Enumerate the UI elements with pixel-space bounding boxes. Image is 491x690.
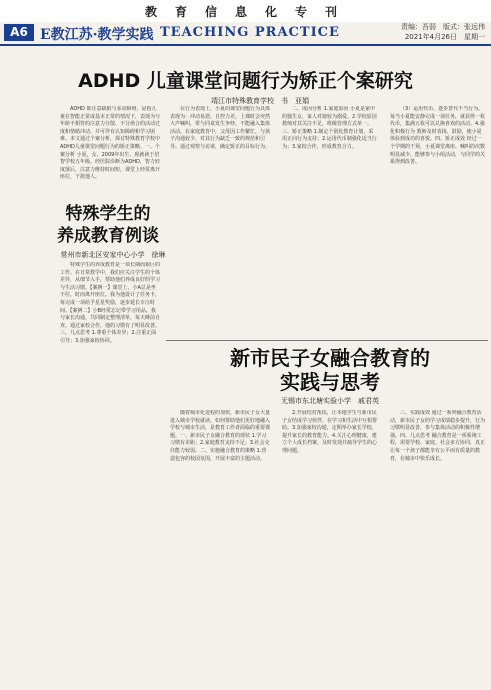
- article2-byline: 常州市新北区安家中心小学 徐琳: [60, 251, 166, 259]
- article2-title-line2: 养成教育例谈: [57, 226, 159, 246]
- article2-title-line1: 特殊学生的: [65, 204, 151, 224]
- editor-credit: 责编：吾弱 版式：张远伟: [401, 23, 485, 31]
- article1-col1-text: ADHD 即注意缺陷与多动障碍，是指儿童在智能正常或基本正常的情况下，表现为与年龄不相符的注意力分散、不分场合的活动过度和情绪冲动，并可伴有认知障碍和学习困难。本文通过个案分析，探讨特殊教育学校中ADHD儿童课堂问题行为的矫正策略。一、个案分析 小夏，女，2009年出生，现就读于培智学校五年级。经医院诊断为ADHD，智力轻度落后，注意力维持时间短，课堂上经常离开座位，干扰他人。: [60, 106, 160, 181]
- article3-col1: [170, 410, 270, 680]
- article1-byline: 靖江市特殊教育学校 书 亚娟: [211, 97, 309, 105]
- article3-title-line2: 实践与思考: [280, 370, 380, 394]
- section-title: E教江苏·教学实践: [40, 27, 154, 43]
- article3-col1-text: 随着城市化进程的加快，新市民子女大量进入城市学校就读。如何帮助他们更好地融入学校与城市生活，是教育工作者面临的重要课题。一、新市民子女融合教育的现状 1.学习习惯有差距；2.家庭教育支持不足；3.社会交往能力较弱。二、实施融合教育的策略 1.营造包容的校园氛围，开展丰富的主题活动。: [170, 410, 270, 462]
- article1-col4: [390, 106, 486, 336]
- article3-col2: [282, 410, 378, 680]
- page-number: A6: [4, 24, 34, 41]
- issue-meta: [401, 22, 485, 42]
- article2-title: [50, 203, 166, 247]
- article3-col3: [390, 410, 486, 680]
- article2-body-text: 特殊学生的养成教育是一项长期而艰巨的工作。在日常教学中，我们应关注学生的个体差异，从细节入手，帮助他们养成良好的学习与生活习惯。【案例一】课堂上，小A总是坐不住，时而离开座位。我为他设计了任务卡，每完成一项给予星星奖励，逐步延长专注时间。【案例二】小B经常忘记带学习用品。我与家长沟通，共同制定整理清单，每天睡前自查。通过家校合作，他的习惯有了明显改善。三、几点思考 1.尊重个体差异；2.注重正面引导；3.加强家校协同。: [60, 262, 160, 344]
- article3-title: [172, 346, 488, 394]
- article1-col3-text: 二、成因分析 1.家庭原因 小夏是家中的独生女，家人对她较为溺爱。2.学校原因 教师对其关注不足，班级管理方式单一。三、矫正策略 1.制定个别化教育计划，采用正向行为支持；2.运用代币制强化适当行为；3.家校合作，形成教育合力。: [282, 106, 377, 150]
- section-title-en: TEACHING PRACTICE: [160, 25, 340, 40]
- article2-body: [60, 262, 160, 682]
- article1-title: ADHD 儿童课堂问题行为矫正个案研究: [78, 70, 413, 92]
- newspaper-slogan: 教育信息化专刊: [144, 5, 355, 19]
- article1-col2-text: 在行为表现上，小夏的课堂问题行为具体表现为：冲动易怒，自控力差，上课时会突然大声喊叫，常与同桌发生争吵，不能融入集体活动。在家庭教育中，父母因工作繁忙，与孩子沟通较少，对其行为缺乏一致的规范和引导。通过观察与访谈，确定矫正的目标行为。: [170, 106, 270, 150]
- article3-col3-text: 三、实践成效 通过一系列融合教育活动，新市民子女的学习成绩稳步提升，行为习惯明显改善，参与集体活动的积极性增强。四、几点思考 融合教育是一项系统工程，需要学校、家庭、社会多方协同，真正让每一个孩子都能享有公平而有质量的教育，在城市中快乐成长。: [390, 410, 486, 462]
- top-banner: [0, 0, 491, 22]
- section-divider: [166, 340, 488, 341]
- issue-date: 2021年4月26日 星期一: [404, 33, 485, 41]
- article3-byline: 无锡市东北塘实验小学 戚君英: [281, 397, 379, 405]
- article3-title-line1: 新市民子女融合教育的: [230, 346, 430, 370]
- article1-col2: [170, 106, 270, 336]
- article1-col1: [60, 106, 160, 190]
- page-header: [0, 22, 491, 46]
- article1-col4-text: （3）运用代币，逐步替代不当行为。每当小夏能安静完成一项任务，就获得一枚代币，集满五枚可以兑换喜欢的活动。4.强化积极行为 教师及时表扬、鼓励，使小夏体验到成功的喜悦。四、矫正成效 经过一个学期的干预，小夏课堂离座、喊叫的次数明显减少，能够参与小组活动，与同学的关系得到改善。: [390, 106, 486, 166]
- article1-col3: [282, 106, 378, 336]
- article3-col2-text: 2.开展结对帮扶，让本地学生与新市民子女结成学习伙伴，在学习和生活中互相帮助。3.加强家校沟通，定期举办家长学校，提升家长的教育能力。4.关注心理健康，建立个人成长档案，及时发现并疏导学生的心理问题。: [282, 410, 378, 454]
